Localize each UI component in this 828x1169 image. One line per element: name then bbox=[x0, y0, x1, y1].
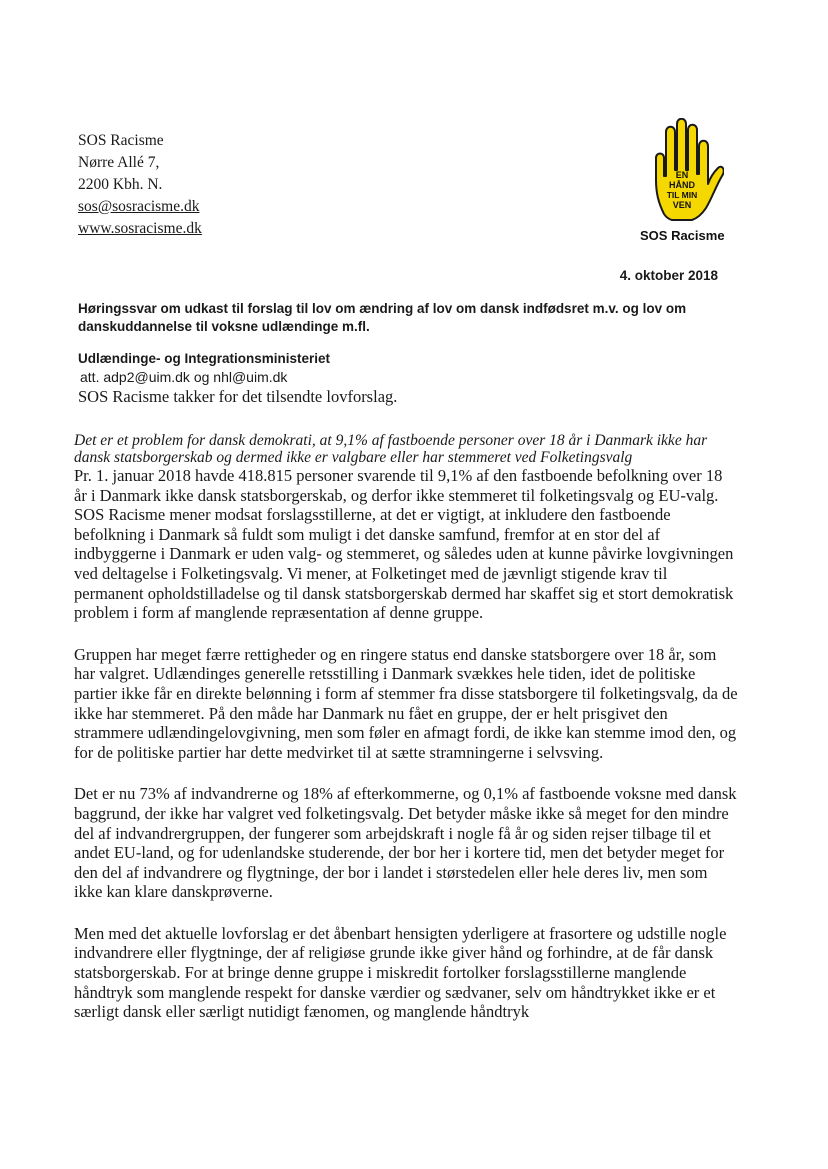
body-paragraph-1: Pr. 1. januar 2018 havde 418.815 personer svarende til 9,1% af den fastboende befolkning over 18 år i Danmark ikke dansk statsborgerskab, og derfor ikke stemmeret til folketingsvalg og EU-valg. SOS Racisme mener modsat forslagsstillerne, at det er vigtigt, at inkludere den fastboende befolkning i Danmark så fuldt som muligt i det danske samfund, fremfor at en stor del af indbyggerne i Danmark er uden valg- og stemmeret, og således uden at kunne påvirke lovgivningen ved deltagelse i Folketingsvalg. Vi mener, at Folketinget med de jævnligt stigende krav til permanent opholdstilladelse og til dansk statsborgerskab dermed har skaffet sig et stort demokratisk problem i form af manglende repræsentation af denne gruppe. bbox=[74, 466, 734, 623]
hand-logo-icon bbox=[644, 118, 724, 226]
sender-email-link[interactable]: sos@sosracisme.dk bbox=[78, 198, 200, 215]
letter-subject: Høringssvar om udkast til forslag til lov om ændring af lov om dansk indfødsret m.v. og lov om danskuddannelse til voksne udlændinge m.fl. bbox=[78, 301, 687, 334]
hand-text-line-4: VEN bbox=[672, 200, 692, 210]
recipient-att: att. adp2@uim.dk og nhl@uim.dk bbox=[80, 369, 288, 385]
sender-street: Nørre Allé 7, bbox=[78, 154, 160, 171]
sender-address bbox=[78, 130, 202, 240]
logo-caption: SOS Racisme bbox=[640, 228, 725, 243]
sos-racisme-logo bbox=[636, 118, 736, 243]
section-heading: Det er et problem for dansk demokrati, at 9,1% af fastboende personer over 18 år i Danmark ikke har dansk statsborgerskab og dermed ikke er valgbare eller har stemmeret ved Folketingsvalg bbox=[74, 432, 708, 466]
sender-website-link[interactable]: www.sosracisme.dk bbox=[78, 220, 202, 237]
hand-text-line-1: EN bbox=[675, 170, 689, 180]
hand-text-line-3: TIL MIN bbox=[666, 190, 698, 200]
hand-text-line-2: HÅND bbox=[669, 180, 695, 190]
body-paragraph-4: Men med det aktuelle lovforslag er det åbenbart hensigten yderligere at frasortere og udstille nogle indvandrere eller flygtninge, der af religiøse grunde ikke giver hånd og forhindre, at de får dansk statsborgerskab. For at bringe denne gruppe i miskredit fortolker forslagsstillerne manglende håndtryk som manglende respekt for danske værdier og sædvaner, selv om håndtrykket ikke er et særligt dansk eller særligt nutidigt fænomen, og manglende håndtryk bbox=[74, 923, 727, 1022]
body-paragraph-2: Gruppen har meget færre rettigheder og en ringere status end danske statsborgere over 18 år, som har valgret. Udlændinges generelle retsstilling i Danmark svækkes hele tiden, idet de politiske partier ikke får en direkte belønning i form af stemmer fra disse statsborgere til folketingsvalg, da de ikke har stemmeret. På den måde har Danmark nu fået en gruppe, der er helt prisgivet den strammere udlændingelovgivning, men som føler en afmagt fordi, de ikke kan stemme imod den, og for de politiske partier har dette medvirket til at sætte stramningerne i selvsving. bbox=[74, 644, 738, 762]
recipient-org: Udlændinge- og Integrationsministeriet bbox=[78, 351, 331, 366]
letter-date: 4. oktober 2018 bbox=[619, 268, 718, 283]
sender-city: 2200 Kbh. N. bbox=[78, 176, 163, 193]
sender-name: SOS Racisme bbox=[78, 132, 164, 149]
thanks-line: SOS Racisme takker for det tilsendte lovforslag. bbox=[78, 387, 398, 406]
body-paragraph-3: Det er nu 73% af indvandrerne og 18% af efterkommerne, og 0,1% af fastboende voksne med dansk baggrund, der ikke har valgret ved folketingsvalg. Det betyder måske ikke så meget for den mindre del af indvandrergruppen, der fungerer som arbejdskraft i nogle få år og siden rejser tilbage til et andet EU-land, og for udenlandske studerende, der bor her i kortere tid, men det betyder meget for den del af indvandrere og flygtninge, der bor i landet i størstedelen eller hele deres liv, men som ikke kan klare danskprøverne. bbox=[74, 784, 737, 902]
recipient-block bbox=[78, 350, 738, 407]
letter-body bbox=[74, 432, 739, 1022]
